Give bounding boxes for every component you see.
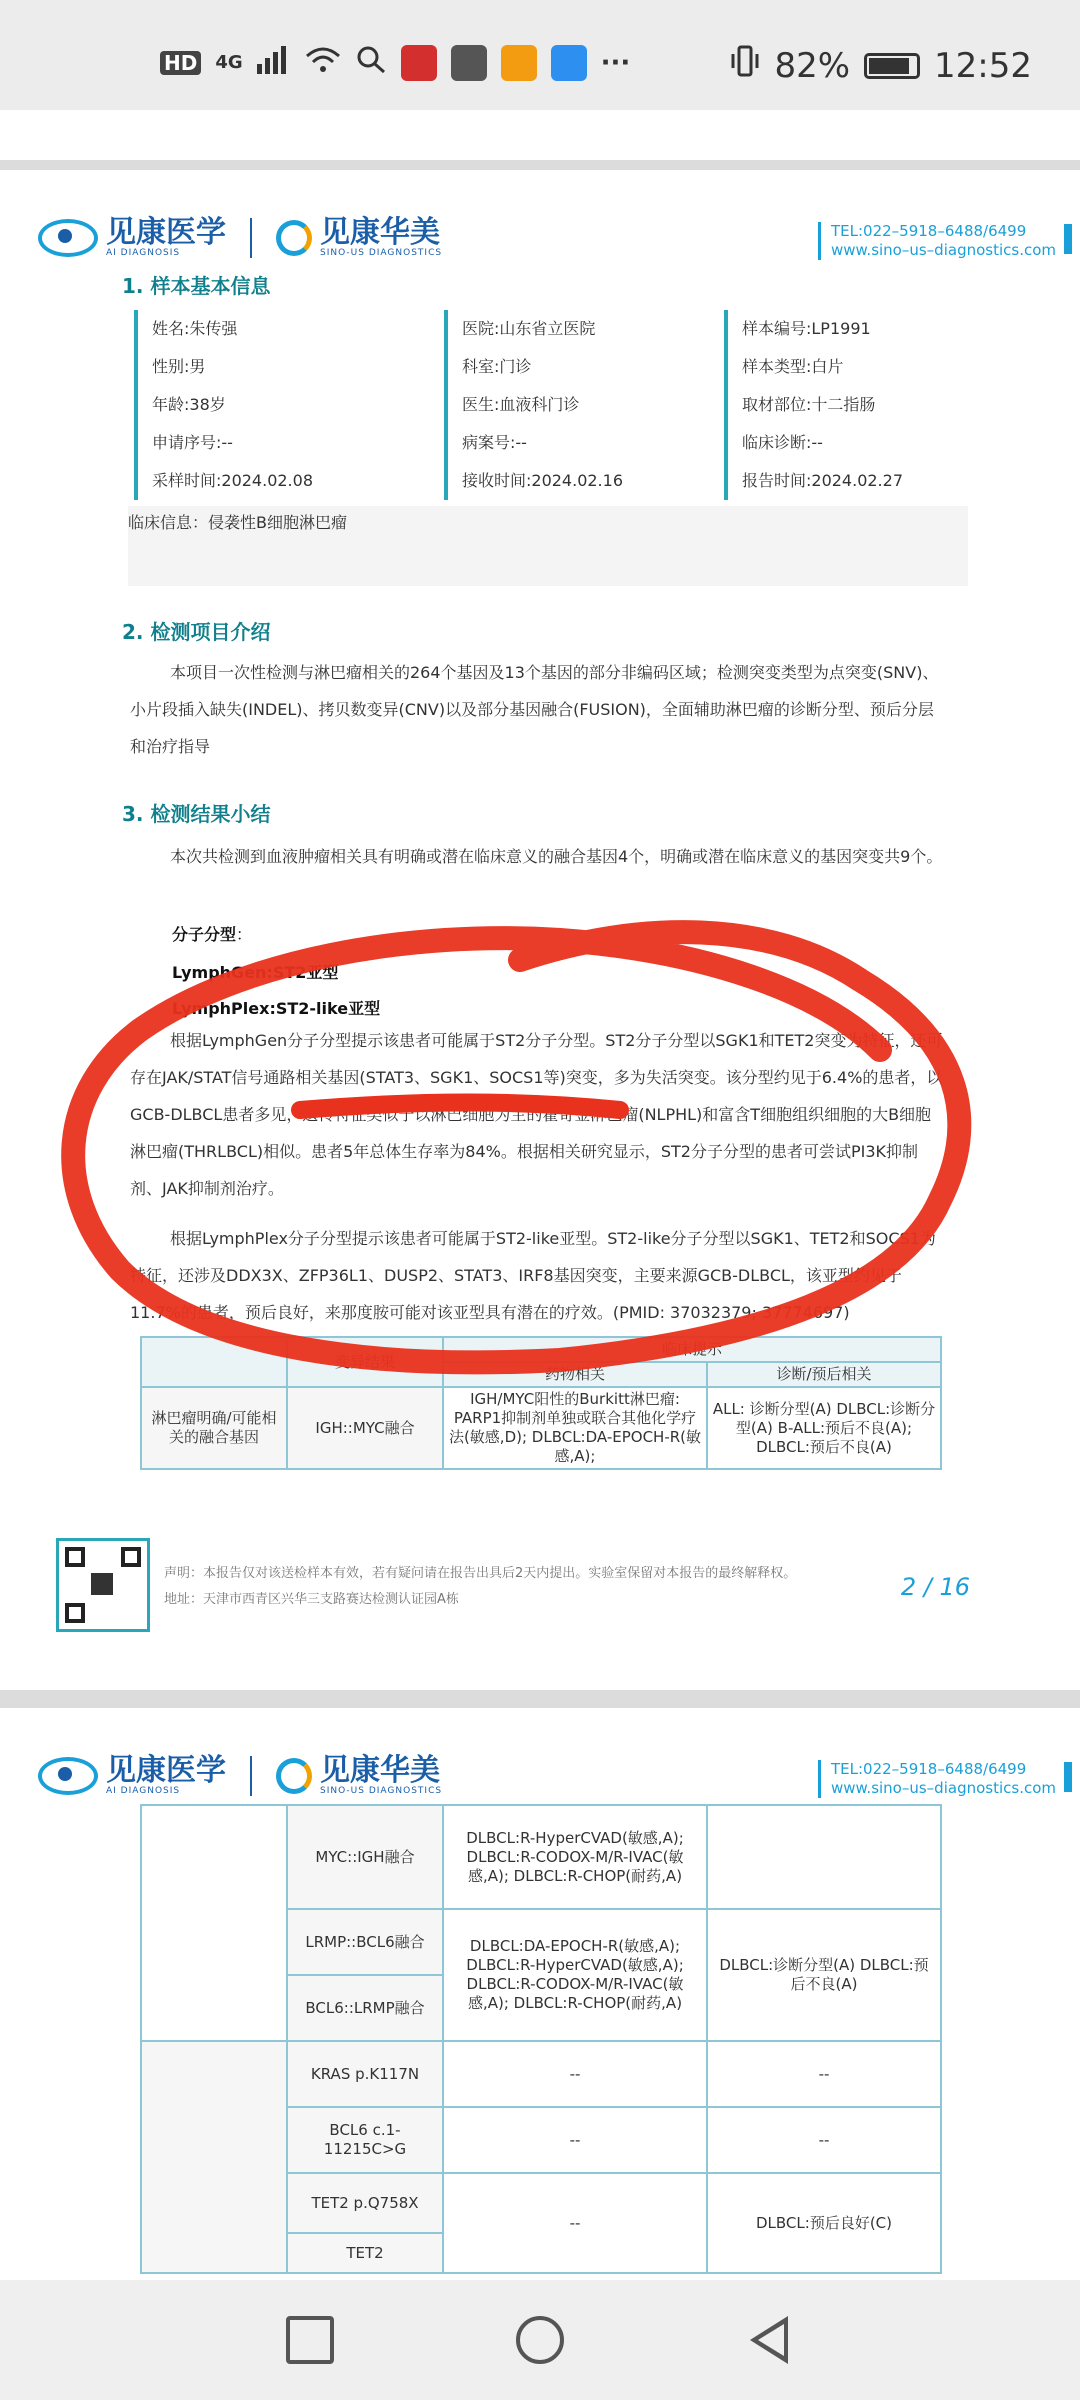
cloud-app-icon — [551, 45, 587, 81]
header-empty — [141, 1337, 287, 1387]
eye-logo-icon — [38, 1757, 98, 1795]
table-row — [141, 2041, 941, 2107]
row-drug: -- — [443, 2107, 707, 2173]
table-row — [141, 1805, 941, 1909]
report-time: 报告时间:2024.02.27 — [742, 471, 904, 490]
sampling-time: 采样时间:2024.02.08 — [152, 471, 314, 490]
section-1-title: 1. 样本基本信息 — [122, 274, 271, 298]
report-page-2[interactable] — [0, 1708, 1080, 2280]
patient-age: 年龄:38岁 — [152, 395, 226, 414]
info-column-3 — [724, 310, 903, 500]
contact-accent-bar — [1064, 1762, 1072, 1792]
logo-divider — [250, 218, 252, 258]
row-variant: MYC::IGH融合 — [287, 1805, 443, 1909]
patient-sex: 性别:男 — [152, 357, 206, 376]
footer-address: 地址：天津市西青区兴华三支路赛达检测认证园A栋 — [164, 1592, 459, 1607]
recent-apps-button[interactable] — [286, 2316, 334, 2364]
battery-icon — [864, 53, 920, 79]
sample-id: 样本编号:LP1991 — [742, 319, 871, 338]
hospital: 医院:山东省立医院 — [462, 319, 596, 338]
row-variant: IGH::MYC融合 — [287, 1387, 443, 1469]
mail-app-icon — [451, 45, 487, 81]
battery-percent: 82% — [774, 45, 851, 86]
c-logo-icon — [276, 1758, 312, 1794]
website: www.sino–us–diagnostics.com — [831, 241, 1056, 259]
case-no: 病案号:-- — [462, 433, 527, 452]
lymphplex-text: 根据LymphPlex分子分型提示该患者可能属于ST2-like亚型。ST2-like分子分型以SGK1、TET2和SOCS1为特征，还涉及DDX3X、ZFP36L1、DUSP2、STAT3、IRF8基因突变，主要来源GCB-DLBCL，该亚型约见于11.7%的患者，预后良好，来那度胺可能对该亚型具有潜在的疗效。(PMID: 37032379; 37774697) — [130, 1229, 936, 1322]
more-notifications: ··· — [600, 47, 631, 78]
eye-logo-icon — [38, 219, 98, 257]
row-diagnosis: DLBCL:预后良好(C) — [707, 2173, 941, 2273]
brand-1: 见康医学 — [106, 215, 226, 250]
sample-type: 样本类型:白片 — [742, 357, 844, 376]
network-label: 4G — [215, 52, 243, 73]
row-variant: TET2 p.Q758X — [287, 2173, 443, 2233]
header-clinical: 临床提示 — [443, 1337, 941, 1362]
website: www.sino–us–diagnostics.com — [831, 1779, 1056, 1797]
signal-icon — [257, 44, 291, 81]
table-row — [141, 1387, 941, 1469]
status-left — [160, 44, 630, 81]
report-header-logos — [38, 215, 443, 258]
c-logo-icon — [276, 220, 312, 256]
row-drug: -- — [443, 2173, 707, 2273]
section-2-body — [130, 654, 946, 765]
hd-label: HD — [160, 51, 201, 75]
logo-divider — [250, 1756, 252, 1796]
row-diagnosis: ALL: 诊断分型(A) DLBCL:诊断分型(A) B-ALL:预后不良(A); DLBCL:预后不良(A) — [707, 1387, 941, 1469]
header-drug: 药物相关 — [443, 1362, 707, 1387]
brand-1: 见康医学 — [106, 1753, 226, 1788]
row-variant: BCL6::LRMP融合 — [287, 1975, 443, 2041]
section-2-text: 本项目一次性检测与淋巴瘤相关的264个基因及13个基因的部分非编码区域；检测突变类型为点突变(SNV)、小片段插入缺失(INDEL)、拷贝数变异(CNV)以及部分基因融合(FUSION)，全面辅助淋巴瘤的诊断分型、预后分层和治疗指导 — [130, 663, 939, 756]
clinical-info-box — [128, 506, 968, 586]
wifi-icon — [305, 44, 341, 81]
bank-app-icon — [401, 45, 437, 81]
page-gap — [0, 110, 1080, 160]
row-drug: -- — [443, 2041, 707, 2107]
row-diagnosis: -- — [707, 2041, 941, 2107]
info-column-2 — [444, 310, 623, 500]
doctor: 医生:血液科门诊 — [462, 395, 580, 414]
row-category: 淋巴瘤明确/可能相关的融合基因 — [141, 1387, 287, 1469]
brand-2: 见康华美 — [320, 1753, 440, 1788]
qr-code — [56, 1538, 150, 1632]
section-3-summary — [130, 838, 946, 875]
row-variant: KRAS p.K117N — [287, 2041, 443, 2107]
section-3-title: 3. 检测结果小结 — [122, 802, 271, 826]
sampling-site: 取材部位:十二指肠 — [742, 395, 876, 414]
system-nav-bar — [0, 2280, 1080, 2400]
report-page-1[interactable] — [0, 170, 1080, 1690]
lymphgen-paragraph — [130, 1022, 946, 1207]
lymphgen-subtype: LymphGen:ST2亚型 — [172, 963, 339, 982]
patient-name: 姓名:朱传强 — [152, 319, 238, 338]
lymphgen-text: 根据LymphGen分子分型提示该患者可能属于ST2分子分型。ST2分子分型以SGK1和TET2突变为特征，还可存在JAK/STAT信号通路相关基因(STAT3、SGK1、SOCS1等)突变，多为失活突变。该分型约见于6.4%的患者，以GCB-DLBCL患者多见，遗传特征类似于以淋巴细胞为主的霍奇金淋巴瘤(NLPHL)和富含T细胞组织细胞的大B细胞淋巴瘤(THRLBCL)相似。患者5年总体生存率为84%。根据相关研究显示，ST2分子分型的患者可尝试PI3K抑制剂、JAK抑制剂治疗。 — [130, 1031, 943, 1198]
row-diagnosis: -- — [707, 2107, 941, 2173]
header-diagnosis: 诊断/预后相关 — [707, 1362, 941, 1387]
lymphplex-subtype: LymphPlex:ST2-like亚型 — [172, 999, 381, 1018]
row-variant: TET2 — [287, 2233, 443, 2273]
telephone: TEL:022–5918–6488/6499 — [831, 1760, 1027, 1778]
orange-app-icon — [501, 45, 537, 81]
section-2-title: 2. 检测项目介绍 — [122, 620, 271, 644]
row-diagnosis — [707, 1805, 941, 1909]
results-table-continued — [140, 1804, 942, 2274]
molecular-subtype-label: 分子分型： — [172, 925, 253, 944]
lymphplex-paragraph — [130, 1220, 946, 1331]
brand-2-sub: SINO-US DIAGNOSTICS — [320, 248, 443, 258]
received-time: 接收时间:2024.02.16 — [462, 471, 624, 490]
row-drug: DLBCL:R-HyperCVAD(敏感,A); DLBCL:R-CODOX-M/R-IVAC(敏感,A); DLBCL:R-CHOP(耐药,A) — [443, 1805, 707, 1909]
contact-info — [818, 222, 1056, 260]
clinical-info: 临床信息：侵袭性B细胞淋巴瘤 — [128, 513, 347, 532]
contact-info-2 — [818, 1760, 1056, 1798]
row-diagnosis: DLBCL:诊断分型(A) DLBCL:预后不良(A) — [707, 1909, 941, 2041]
brand-2-sub: SINO-US DIAGNOSTICS — [320, 1786, 443, 1796]
vibrate-icon — [730, 44, 760, 87]
row-category-cont — [141, 1805, 287, 2041]
row-variant: BCL6 c.1-11215C>G — [287, 2107, 443, 2173]
row-category-mutations — [141, 2041, 287, 2273]
info-column-1 — [134, 310, 313, 500]
footer-disclaimer: 声明：本报告仅对该送检样本有效，若有疑问请在报告出具后2天内提出。实验室保留对本报告的最终解释权。 — [164, 1566, 797, 1581]
row-variant: LRMP::BCL6融合 — [287, 1909, 443, 1975]
row-drug: IGH/MYC阳性的Burkitt淋巴瘤: PARP1抑制剂单独或联合其他化学疗法(敏感,D); DLBCL:DA-EPOCH-R(敏感,A); — [443, 1387, 707, 1469]
clock: 12:52 — [934, 45, 1032, 86]
contact-accent-bar — [1064, 224, 1072, 254]
brand-1-sub: AI DIAGNOSIS — [106, 248, 181, 258]
department: 科室:门诊 — [462, 357, 532, 376]
table-header-row — [141, 1337, 941, 1362]
brand-2: 见康华美 — [320, 215, 440, 250]
search-icon — [355, 44, 387, 81]
report-header-logos-2 — [38, 1753, 443, 1796]
page-number: 2 / 16 — [900, 1573, 970, 1601]
brand-1-sub: AI DIAGNOSIS — [106, 1786, 181, 1796]
results-table — [140, 1336, 942, 1470]
telephone: TEL:022–5918–6488/6499 — [831, 222, 1027, 240]
back-button[interactable] — [750, 2316, 788, 2364]
clinical-diagnosis: 临床诊断:-- — [742, 433, 823, 452]
status-right — [730, 44, 1032, 87]
status-bar — [0, 0, 1080, 110]
summary-text: 本次共检测到血液肿瘤相关具有明确或潜在临床意义的融合基因4个，明确或潜在临床意义的基因突变共9个。 — [170, 847, 943, 866]
header-variant: 变异结果 — [287, 1337, 443, 1387]
home-button[interactable] — [516, 2316, 564, 2364]
application-no: 申请序号:-- — [152, 433, 233, 452]
row-drug: DLBCL:DA-EPOCH-R(敏感,A); DLBCL:R-HyperCVAD(敏感,A); DLBCL:R-CODOX-M/R-IVAC(敏感,A); DLBCL:R-CHOP(耐药,A) — [443, 1909, 707, 2041]
